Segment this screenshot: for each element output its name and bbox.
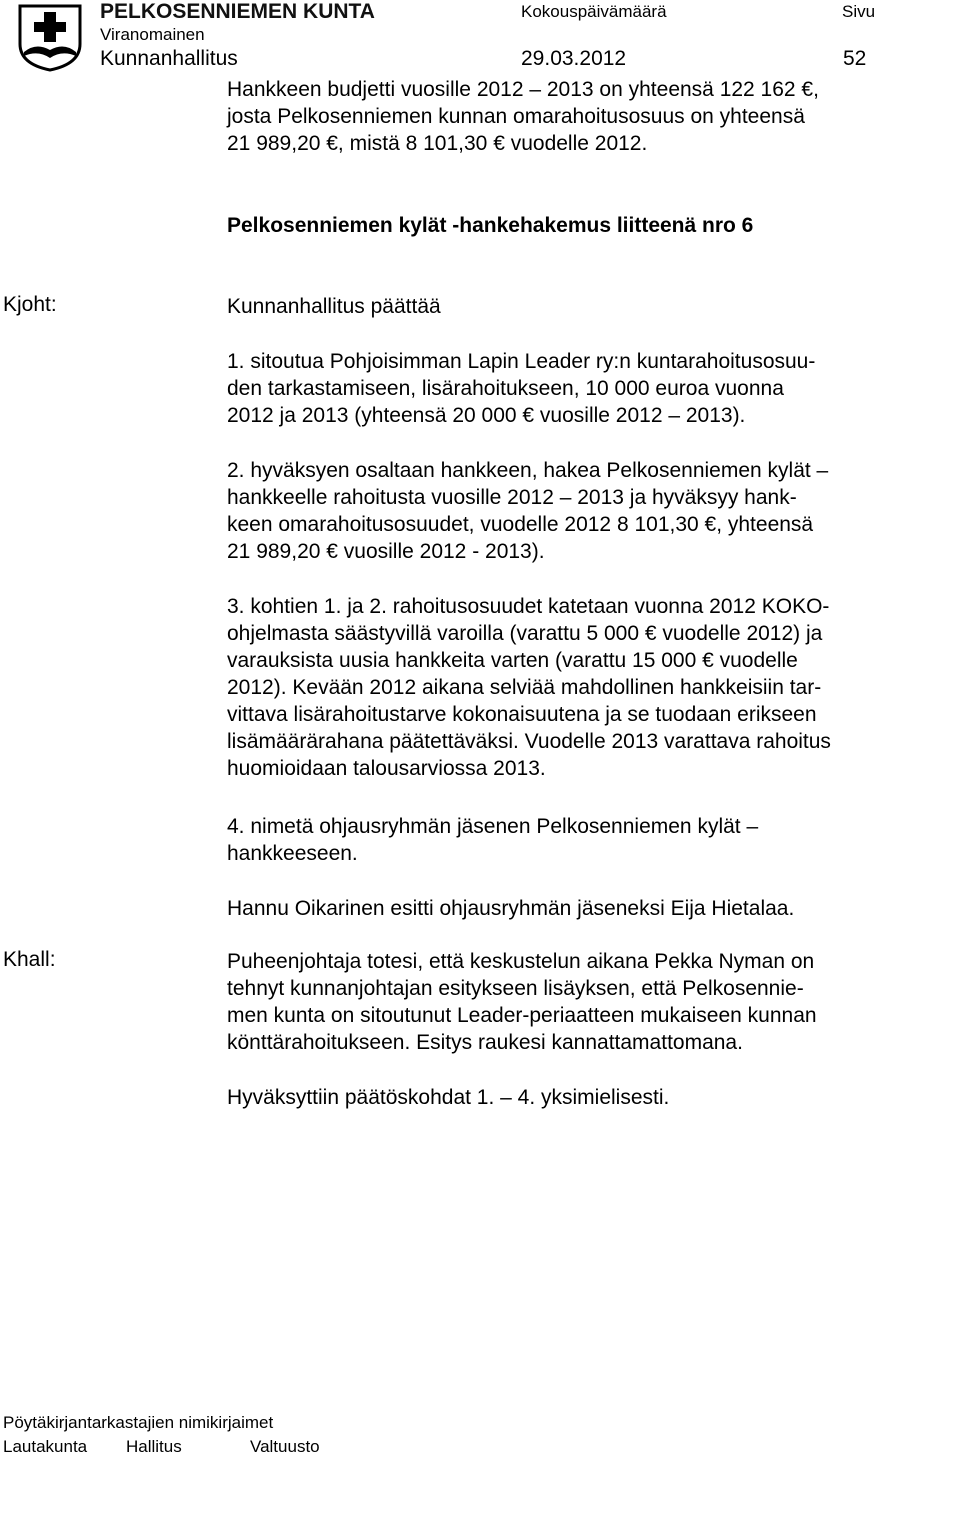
attachment-text: Pelkosenniemen kylät -hankehakemus liitteenä nro 6: [227, 214, 754, 237]
proposal-note: [227, 895, 927, 922]
authority-label: Viranomainen: [100, 25, 205, 44]
proposal-text: Hannu Oikarinen esitti ohjausryhmän jäseneksi Eija Hietalaa.: [227, 897, 795, 920]
text-line: hankkeelle rahoitusta vuosille 2012 – 2013 ja hyväksyy hank-: [227, 486, 797, 509]
khall-paragraph: [227, 948, 927, 1056]
decision-item-4: [227, 813, 927, 867]
budget-paragraph: [227, 76, 927, 157]
meeting-date-label: Kokouspäivämäärä: [521, 2, 667, 21]
kjoht-intro: [227, 293, 927, 320]
text-line: 21 989,20 €, mistä 8 101,30 € vuodelle 2012.: [227, 132, 648, 155]
text-line: ohjelmasta säästyvillä varoilla (varattu 5 000 € vuodelle 2012) ja: [227, 622, 823, 645]
text-line: lisämäärärahana päätettäväksi. Vuodelle 2013 varattava rahoitus: [227, 730, 831, 753]
text-line: 2. hyväksyen osaltaan hankkeen, hakea Pelkosenniemen kylät –: [227, 459, 829, 482]
khall-label: Khall:: [3, 948, 56, 971]
text-line: men kunta on sitoutunut Leader-periaatteen mukaiseen kunnan: [227, 1004, 817, 1027]
final-decision-text: Hyväksyttiin päätöskohdat 1. – 4. yksimielisesti.: [227, 1086, 670, 1109]
final-decision: [227, 1084, 927, 1111]
text-line: 21 989,20 € vuosille 2012 - 2013).: [227, 540, 545, 563]
kjoht-intro-text: Kunnanhallitus päättää: [227, 295, 441, 318]
decision-item-3: [227, 593, 927, 782]
organization-name: PELKOSENNIEMEN KUNTA: [100, 0, 375, 23]
text-line: 2012 ja 2013 (yhteensä 20 000 € vuosille 2012 – 2013).: [227, 404, 746, 427]
decision-item-2: [227, 457, 927, 565]
signature-columns: [3, 1437, 320, 1457]
text-line: tehnyt kunnanjohtajan esitykseen lisäyksen, että Pelkosennie-: [227, 977, 804, 1000]
text-line: keen omarahoitusosuudet, vuodelle 2012 8 101,30 €, yhteensä: [227, 513, 814, 536]
signature-column-hallitus: Hallitus: [126, 1437, 182, 1456]
meeting-date: 29.03.2012: [521, 47, 627, 70]
text-line: 1. sitoutua Pohjoisimman Lapin Leader ry:n kuntarahoitusosuu-: [227, 350, 816, 373]
text-line: 2012). Kevään 2012 aikana selviää mahdollinen hankkeisiin tar-: [227, 676, 822, 699]
text-line: 4. nimetä ohjausryhmän jäsenen Pelkosenniemen kylät –: [227, 815, 759, 838]
text-line: vittava lisärahoitustarve kokonaisuutena ja se tuodaan erikseen: [227, 703, 817, 726]
signature-column-valtuusto: Valtuusto: [250, 1437, 320, 1456]
text-line: hankkeeseen.: [227, 842, 358, 865]
page-label: Sivu: [842, 2, 876, 21]
text-line: josta Pelkosenniemen kunnan omarahoitusosuus on yhteensä: [227, 105, 805, 128]
decision-item-1: [227, 348, 927, 429]
municipal-crest-icon: [14, 4, 86, 72]
kjoht-label: Kjoht:: [3, 293, 57, 316]
text-line: Hankkeen budjetti vuosille 2012 – 2013 on yhteensä 122 162 €,: [227, 78, 819, 101]
attachment-note: [227, 212, 927, 239]
text-line: 3. kohtien 1. ja 2. rahoitusosuudet katetaan vuonna 2012 KOKO-: [227, 595, 830, 618]
text-line: huomioidaan talousarviossa 2013.: [227, 757, 546, 780]
text-line: könttärahoitukseen. Esitys raukesi kannattamattomana.: [227, 1031, 743, 1054]
governing-body: Kunnanhallitus: [100, 47, 238, 70]
signatures-label: Pöytäkirjantarkastajien nimikirjaimet: [3, 1413, 274, 1432]
text-line: den tarkastamiseen, lisärahoitukseen, 10 000 euroa vuonna: [227, 377, 784, 400]
text-line: Puheenjohtaja totesi, että keskustelun aikana Pekka Nyman on: [227, 950, 815, 973]
text-line: varauksista uusia hankkeita varten (varattu 15 000 € vuodelle: [227, 649, 798, 672]
signature-column-lautakunta: Lautakunta: [3, 1437, 88, 1456]
page-number: 52: [843, 47, 867, 70]
